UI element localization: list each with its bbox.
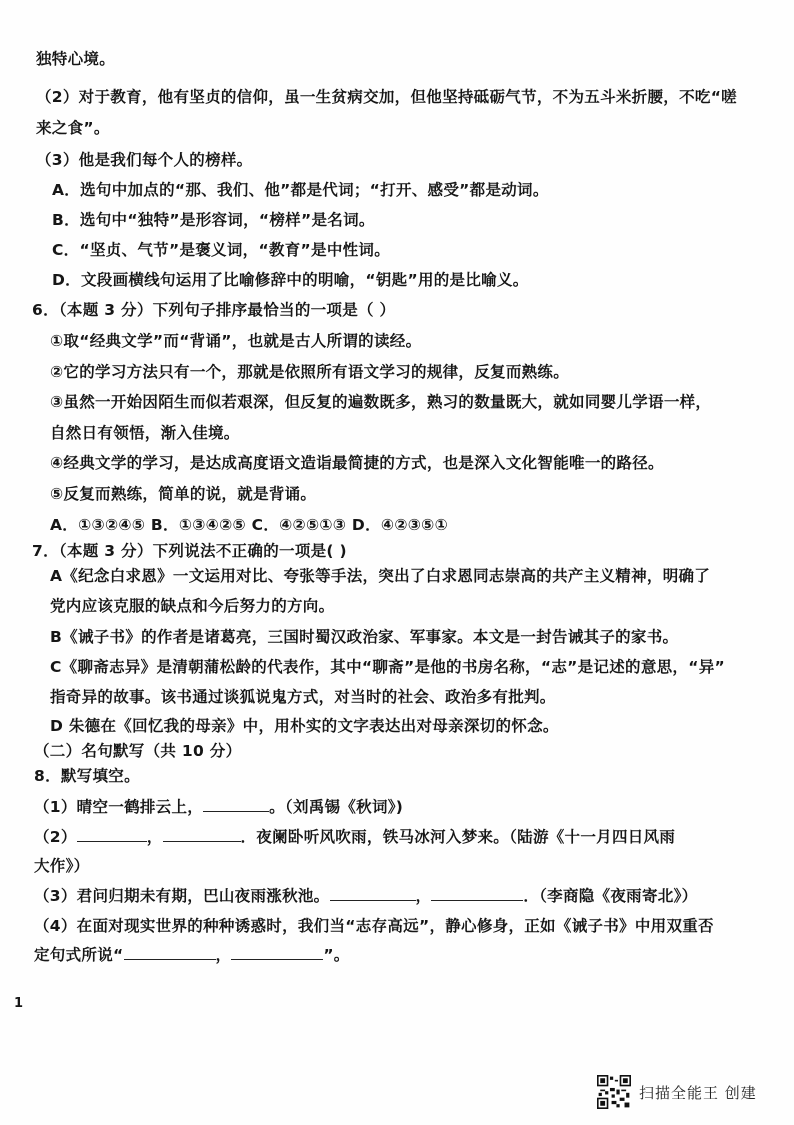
q8-item-3: （3）君问归期未有期，巴山夜雨涨秋池。 ， ．（李商隐《夜雨寄北》） [34,887,698,905]
answer-blank[interactable] [124,945,216,960]
answer-blank[interactable] [431,886,523,901]
section-heading: （二）名句默写（共 10 分） [34,742,242,760]
scanner-watermark [597,1072,757,1112]
option-a: A．选句中加点的“那、我们、他”都是代词；“打开、感受”都是动词。 [52,181,549,199]
sentence-4: ④经典文学的学习，是达成高度语文造诣最简捷的方式，也是深入文化智能唯一的路径。 [50,454,664,472]
option-b: B．选句中“独特”是形容词，“榜样”是名词。 [52,211,375,229]
q8-item-4-cont: 定句式所说“ ， ”。 [34,946,350,964]
sentence-2: ②它的学习方法只有一个，那就是依照所有语文学习的规律，反复而熟练。 [50,363,570,381]
text-line: （2）对于教育，他有坚贞的信仰，虽一生贫病交加，但他坚持砥砺气节，不为五斗米折腰，不吃“嗟 [36,88,737,106]
answer-blank[interactable] [203,797,269,812]
answer-blank[interactable] [330,886,416,901]
q7-option-c-cont: 指奇异的故事。该书通过谈狐说鬼方式，对当时的社会、政治多有批判。 [50,688,556,706]
qr-code-icon [597,1075,631,1109]
answer-blank[interactable] [231,945,323,960]
scanner-app-text: 扫描全能王 创建 [639,1083,757,1102]
q7-option-c: C《聊斋志异》是清朝蒲松龄的代表作，其中“聊斋”是他的书房名称，“志”是记述的意思，“异” [50,658,725,676]
q7-option-a: A《纪念白求恩》一文运用对比、夸张等手法，突出了白求恩同志崇高的共产主义精神，明确了 [50,567,711,585]
answer-blank[interactable] [77,827,147,842]
option-c: C．“坚贞、气节”是褒义词，“教育”是中性词。 [52,241,391,259]
sentence-3-cont: 自然日有领悟，渐入佳境。 [50,424,240,442]
q8-item-1: （1）晴空一鹤排云上， 。（刘禹锡《秋词》) [34,798,404,816]
question-7-title: 7．（本题 3 分）下列说法不正确的一项是( ) [32,542,347,560]
sentence-5: ⑤反复而熟练，简单的说，就是背诵。 [50,485,317,503]
question-8-title: 8．默写填空。 [34,767,140,785]
q8-item-4: （4）在面对现实世界的种种诱惑时，我们当“志存高远”，静心修身，正如《诫子书》中用双重否 [34,917,714,935]
text-line: 来之食”。 [36,119,110,137]
option-d: D．文段画横线句运用了比喻修辞中的明喻，“钥匙”用的是比喻义。 [52,271,529,289]
page-number: 1 [14,996,24,1011]
text-line: 独特心境。 [36,50,116,68]
q7-option-d: D 朱德在《回忆我的母亲》中，用朴实的文字表达出对母亲深切的怀念。 [50,717,559,735]
q7-option-a-cont: 党内应该克服的缺点和今后努力的方向。 [50,597,335,615]
q8-item-2: （2） ， ．夜阑卧听风吹雨，铁马冰河入梦来。（陆游《十一月四日风雨 [34,828,676,846]
sentence-1: ①取“经典文学”而“背诵”，也就是古人所谓的读经。 [50,332,422,350]
q7-option-b: B《诫子书》的作者是诸葛亮，三国时蜀汉政治家、军事家。本文是一封告诫其子的家书。 [50,628,679,646]
q8-item-2-cont: 大作》） [34,857,90,875]
text-line: （3）他是我们每个人的榜样。 [36,151,253,169]
answer-blank[interactable] [163,827,241,842]
sentence-3: ③虽然一开始因陌生而似若艰深，但反复的遍数既多，熟习的数量既大，就如同婴儿学语一样， [50,393,712,411]
question-6-title: 6．（本题 3 分）下列句子排序最恰当的一项是（ ） [32,301,396,319]
question-6-options: A．①③②④⑤ B．①③④②⑤ C．④②⑤①③ D．④②③⑤① [50,516,449,534]
